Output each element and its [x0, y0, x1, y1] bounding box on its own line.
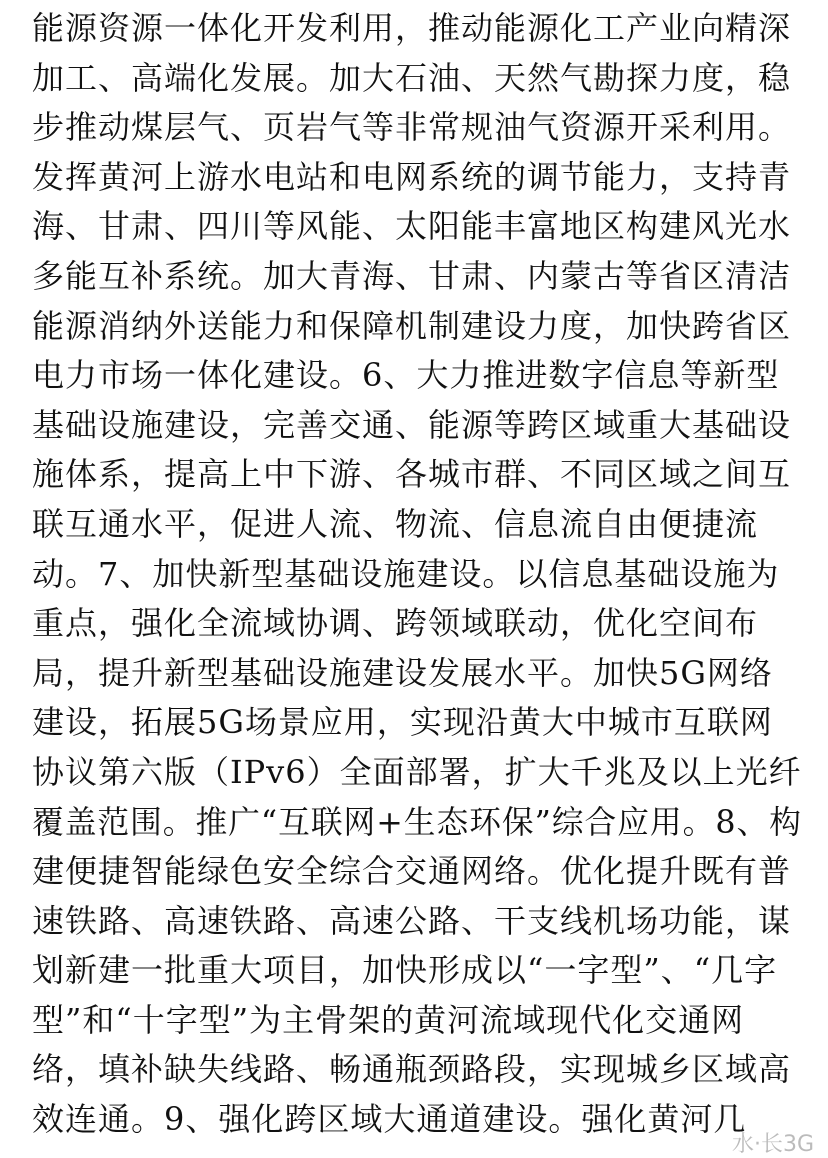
- text-line: 能源消纳外送能力和保障机制建设力度，加快跨省区: [32, 306, 792, 345]
- text-line: 电力市场一体化建设。6、大力推进数字信息等新型: [32, 356, 780, 395]
- text-line: 划新建一批重大项目，加快形成以“一字型”、“几字: [32, 951, 778, 990]
- text-line: 协议第六版（IPv6）全面部署，扩大千兆及以上光纤: [32, 752, 802, 791]
- text-line: 建设，拓展5G场景应用，实现沿黄大中城市互联网: [32, 703, 773, 742]
- text-line: 步推动煤层气、页岩气等非常规油气资源开采利用。: [32, 108, 792, 147]
- text-line: 局，提升新型基础设施建设发展水平。加快5G网络: [32, 653, 773, 692]
- text-line: 动。7、加快新型基础设施建设。以信息基础设施为: [32, 554, 780, 593]
- text-line: 型”和“十字型”为主骨架的黄河流域现代化交通网: [32, 1000, 745, 1039]
- text-line: 发挥黄河上游水电站和电网系统的调节能力，支持青: [32, 157, 792, 196]
- text-line: 重点，强化全流域协调、跨领域联动，优化空间布: [32, 604, 759, 643]
- document-page: [32, 4, 802, 1145]
- text-line: 能源资源一体化开发利用，推动能源化工产业向精深: [32, 9, 792, 47]
- text-line: 建便捷智能绿色安全综合交通网络。优化提升既有普: [32, 852, 792, 891]
- watermark: 水·长3G: [731, 1132, 814, 1157]
- text-line: 覆盖范围。推广“互联网+生态环保”综合应用。8、构: [32, 802, 802, 841]
- text-line: 加工、高端化发展。加大石油、天然气勘探力度，稳: [32, 58, 792, 97]
- text-line: 海、甘肃、四川等风能、太阳能丰富地区构建风光水: [32, 207, 792, 246]
- text-line: 基础设施建设，完善交通、能源等跨区域重大基础设: [32, 405, 792, 444]
- text-line: 联互通水平，促进人流、物流、信息流自由便捷流: [32, 504, 759, 543]
- text-line: 多能互补系统。加大青海、甘肃、内蒙古等省区清洁: [32, 256, 792, 295]
- text-line: 效连通。9、强化跨区域大通道建设。强化黄河几: [32, 1100, 747, 1139]
- text-line: 速铁路、高速铁路、高速公路、干支线机场功能，谋: [32, 901, 792, 940]
- text-line: 络，填补缺失线路、畅通瓶颈路段，实现城乡区域高: [32, 1050, 792, 1089]
- text-line: 施体系，提高上中下游、各城市群、不同区域之间互: [32, 455, 792, 494]
